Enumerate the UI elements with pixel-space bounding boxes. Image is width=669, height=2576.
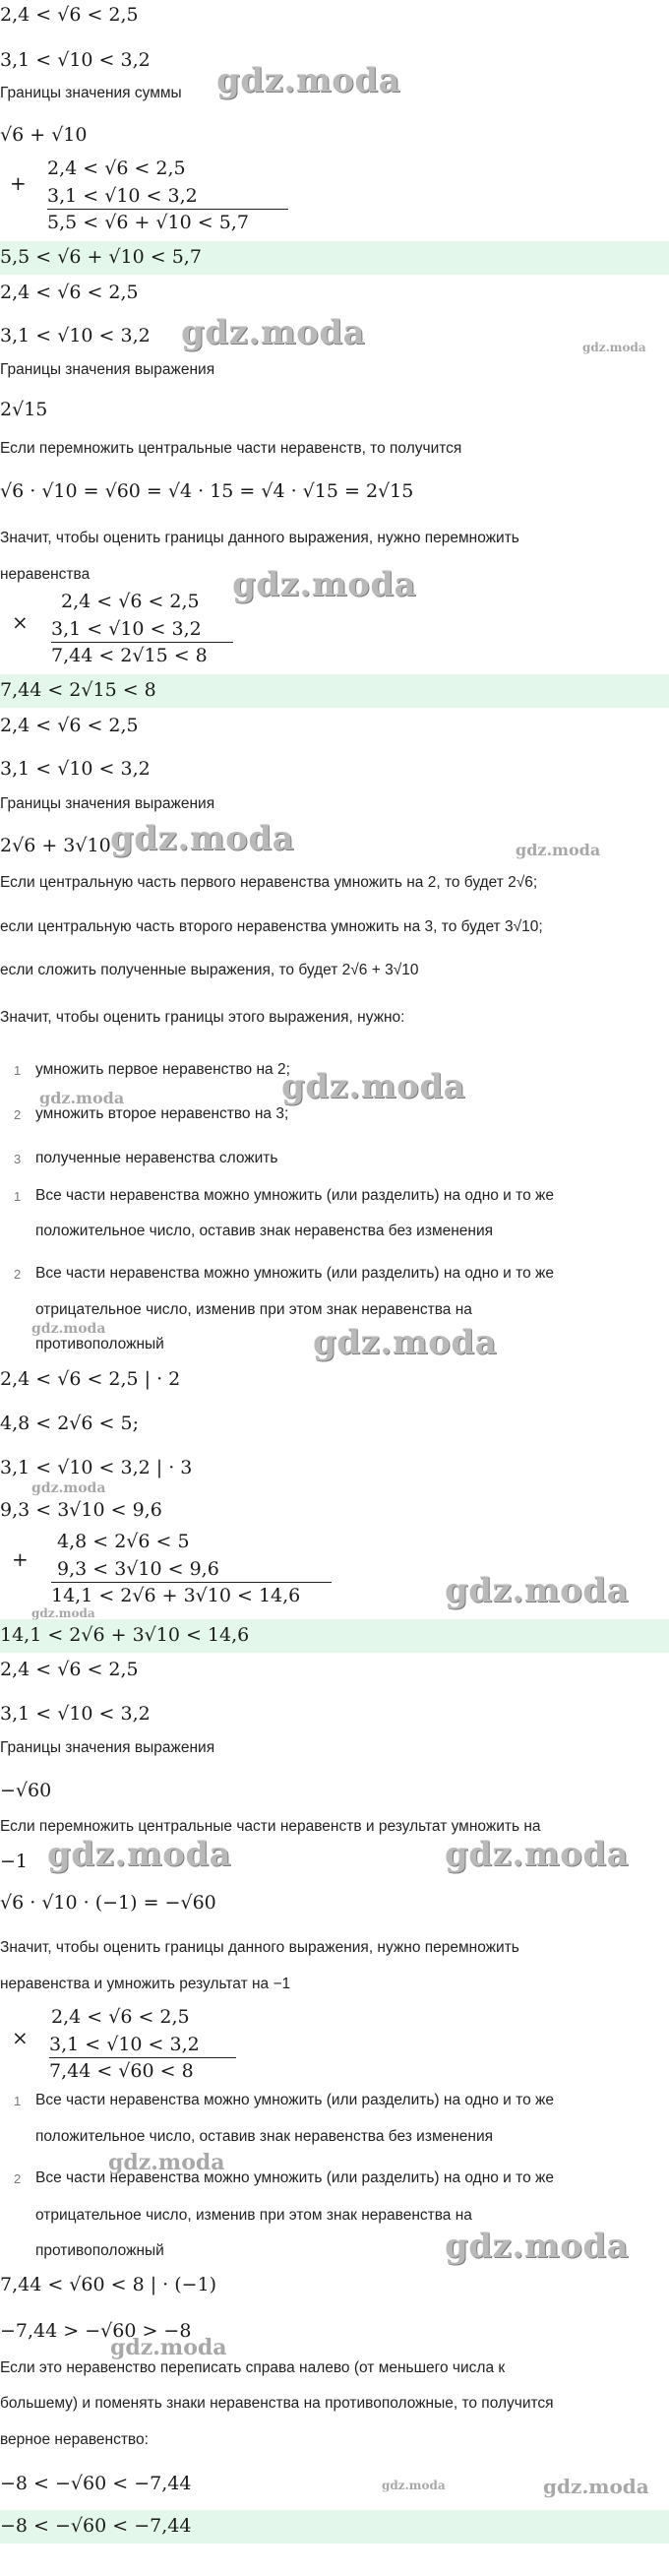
multiplication-row: 2,4 < √6 < 2,5 [51,2006,190,2028]
watermark: gdz.moda [445,2227,630,2266]
calculation: −8 < −√60 < −7,44 [0,2473,192,2494]
watermark-small: gdz.moda [31,1606,95,1620]
given-inequality-2: 3,1 < √10 < 3,2 [0,758,151,780]
given-inequality-1: 2,4 < √6 < 2,5 [0,282,139,303]
calculation: 9,3 < 3√10 < 9,6 [0,1499,162,1521]
multiplication-row: 7,44 < √60 < 8 [49,2060,194,2082]
addition-row: 9,3 < 3√10 < 9,6 [57,1558,219,1580]
result: 5,5 < √6 + √10 < 5,7 [0,246,202,268]
list-number: 3 [14,1152,22,1166]
calculation: 7,44 < √60 < 8 | · (−1) [0,2274,217,2295]
product-line [49,2057,236,2058]
result: 7,44 < 2√15 < 8 [0,679,156,701]
watermark-small: gdz.moda [382,2479,446,2492]
watermark: gdz.moda [181,313,366,352]
rule-text: положительное число, оставив знак неравенства без изменения [35,1223,494,1239]
calculation: 4,8 < 2√6 < 5; [0,1413,139,1434]
explanation-text: Если центральную часть первого неравенства умножить на 2, то будет 2√6; [0,874,538,891]
calculation: −7,44 > −√60 > −8 [0,2320,192,2342]
explanation-text: Если перемножить центральные части неравенств, то получится [0,440,462,457]
list-number: 1 [14,2094,22,2108]
sum-line [47,209,288,210]
given-inequality-1: 2,4 < √6 < 2,5 [0,1659,139,1680]
multiplication-row: 2,4 < √6 < 2,5 [61,591,200,612]
expression: √6 + √10 [0,124,88,146]
list-number: 2 [14,1107,22,1122]
list-number: 2 [14,2171,22,2186]
rule-text: противоположный [35,1336,164,1352]
formula: √6 · √10 · (−1) = −√60 [0,1892,216,1914]
addition-row: 2,4 < √6 < 2,5 [47,157,186,179]
multiplication-operator: × [12,2026,29,2049]
given-inequality-2: 3,1 < √10 < 3,2 [0,325,151,346]
explanation-text: Если перемножить центральные части неравенств и результат умножить на [0,1818,541,1835]
explanation-text: если центральную часть второго неравенства умножить на 3, то будет 3√10; [0,918,543,935]
explanation-text: Если это неравенство переписать справа налево (от меньшего числа к [0,2359,506,2376]
addition-block [51,1531,346,1613]
product-line [51,642,233,643]
explanation-text: верное неравенство: [0,2431,149,2448]
explanation-text: Значит, чтобы оценить границы этого выражения, нужно: [0,1009,405,1026]
addition-operator: + [10,171,27,195]
list-number: 1 [14,1063,22,1078]
expression: 2√6 + 3√10 [0,835,111,856]
watermark-small: gdz.moda [516,841,601,859]
list-number: 1 [14,1189,22,1204]
addition-row: 3,1 < √10 < 3,2 [47,185,198,207]
explanation-math: −1 [0,1851,29,1872]
watermark-small: gdz.moda [39,1089,125,1107]
result: 14,1 < 2√6 + 3√10 < 14,6 [0,1624,250,1646]
rule-text: Все части неравенства можно умножить (или разделить) на одно и то же [35,1187,554,1204]
rule-text: отрицательное число, изменив при этом знак неравенства на [35,2207,472,2224]
list-item: полученные неравенства сложить [35,1150,278,1166]
multiplication-row: 3,1 < √10 < 3,2 [51,618,202,640]
section-label: Границы значения суммы [0,85,182,101]
given-inequality-1: 2,4 < √6 < 2,5 [0,4,139,26]
watermark: gdz.moda [445,1835,630,1874]
watermark: gdz.moda [47,1835,232,1874]
expression: −√60 [0,1780,52,1801]
watermark: gdz.moda [216,61,401,100]
list-number: 2 [14,1267,22,1282]
multiplication-row: 3,1 < √10 < 3,2 [49,2034,200,2055]
explanation-text: большему) и поменять знаки неравенства на противоположные, то получится [0,2395,554,2412]
rule-text: противоположный [35,2242,164,2259]
watermark: gdz.moda [232,565,417,604]
given-inequality-2: 3,1 < √10 < 3,2 [0,1703,151,1725]
watermark: gdz.moda [281,1067,466,1106]
list-item: умножить первое неравенство на 2; [35,1061,290,1078]
watermark: gdz.moda [445,1571,630,1610]
calculation: 3,1 < √10 < 3,2 | · 3 [0,1457,193,1478]
section-label: Границы значения выражения [0,795,215,812]
multiplication-operator: × [12,610,29,634]
watermark: gdz.moda [110,819,295,858]
given-inequality-2: 3,1 < √10 < 3,2 [0,49,151,71]
multiplication-block [49,2006,246,2089]
watermark-small: gdz.moda [582,341,646,354]
rule-text: положительное число, оставив знак неравенства без изменения [35,2128,494,2145]
watermark: gdz.moda [313,1323,498,1362]
watermark-small: gdz.moda [108,2150,225,2175]
addition-operator: + [12,1547,29,1571]
list-item: умножить второе неравенство на 3; [35,1105,289,1122]
result: −8 < −√60 < −7,44 [0,2515,192,2537]
rule-text: отрицательное число, изменив при этом знак неравенства на [35,1301,472,1318]
formula: √6 · √10 = √60 = √4 · 15 = √4 · √15 = 2√15 [0,480,414,502]
multiplication-row: 7,44 < 2√15 < 8 [51,645,208,666]
addition-row: 4,8 < 2√6 < 5 [57,1531,190,1552]
rule-text: Все части неравенства можно умножить (или разделить) на одно и то же [35,2092,554,2108]
section-label: Границы значения выражения [0,361,215,378]
explanation-text: Значит, чтобы оценить границы данного выражения, нужно перемножить [0,530,519,546]
expression: 2√15 [0,399,48,420]
explanation-text: неравенства и умножить результат на −1 [0,1976,291,1992]
explanation-text: неравенства [0,566,91,583]
sum-line [51,1582,332,1583]
addition-block [47,157,303,240]
rule-text: Все части неравенства можно умножить (или разделить) на одно и то же [35,2169,554,2186]
explanation-text: Значит, чтобы оценить границы данного выражения, нужно перемножить [0,1939,519,1956]
watermark-small: gdz.moda [110,2335,227,2360]
calculation: 2,4 < √6 < 2,5 | · 2 [0,1368,181,1390]
watermark-small: gdz.moda [31,1480,106,1496]
addition-row: 14,1 < 2√6 + 3√10 < 14,6 [51,1585,301,1606]
watermark-small: gdz.moda [31,1321,106,1337]
explanation-text: если сложить полученные выражения, то будет 2√6 + 3√10 [0,962,419,978]
given-inequality-1: 2,4 < √6 < 2,5 [0,715,139,736]
addition-row: 5,5 < √6 + √10 < 5,7 [47,212,249,233]
watermark-small: gdz.moda [543,2475,649,2498]
section-label: Границы значения выражения [0,1739,215,1756]
multiplication-block [51,591,248,673]
rule-text: Все части неравенства можно умножить (или разделить) на одно и то же [35,1265,554,1282]
